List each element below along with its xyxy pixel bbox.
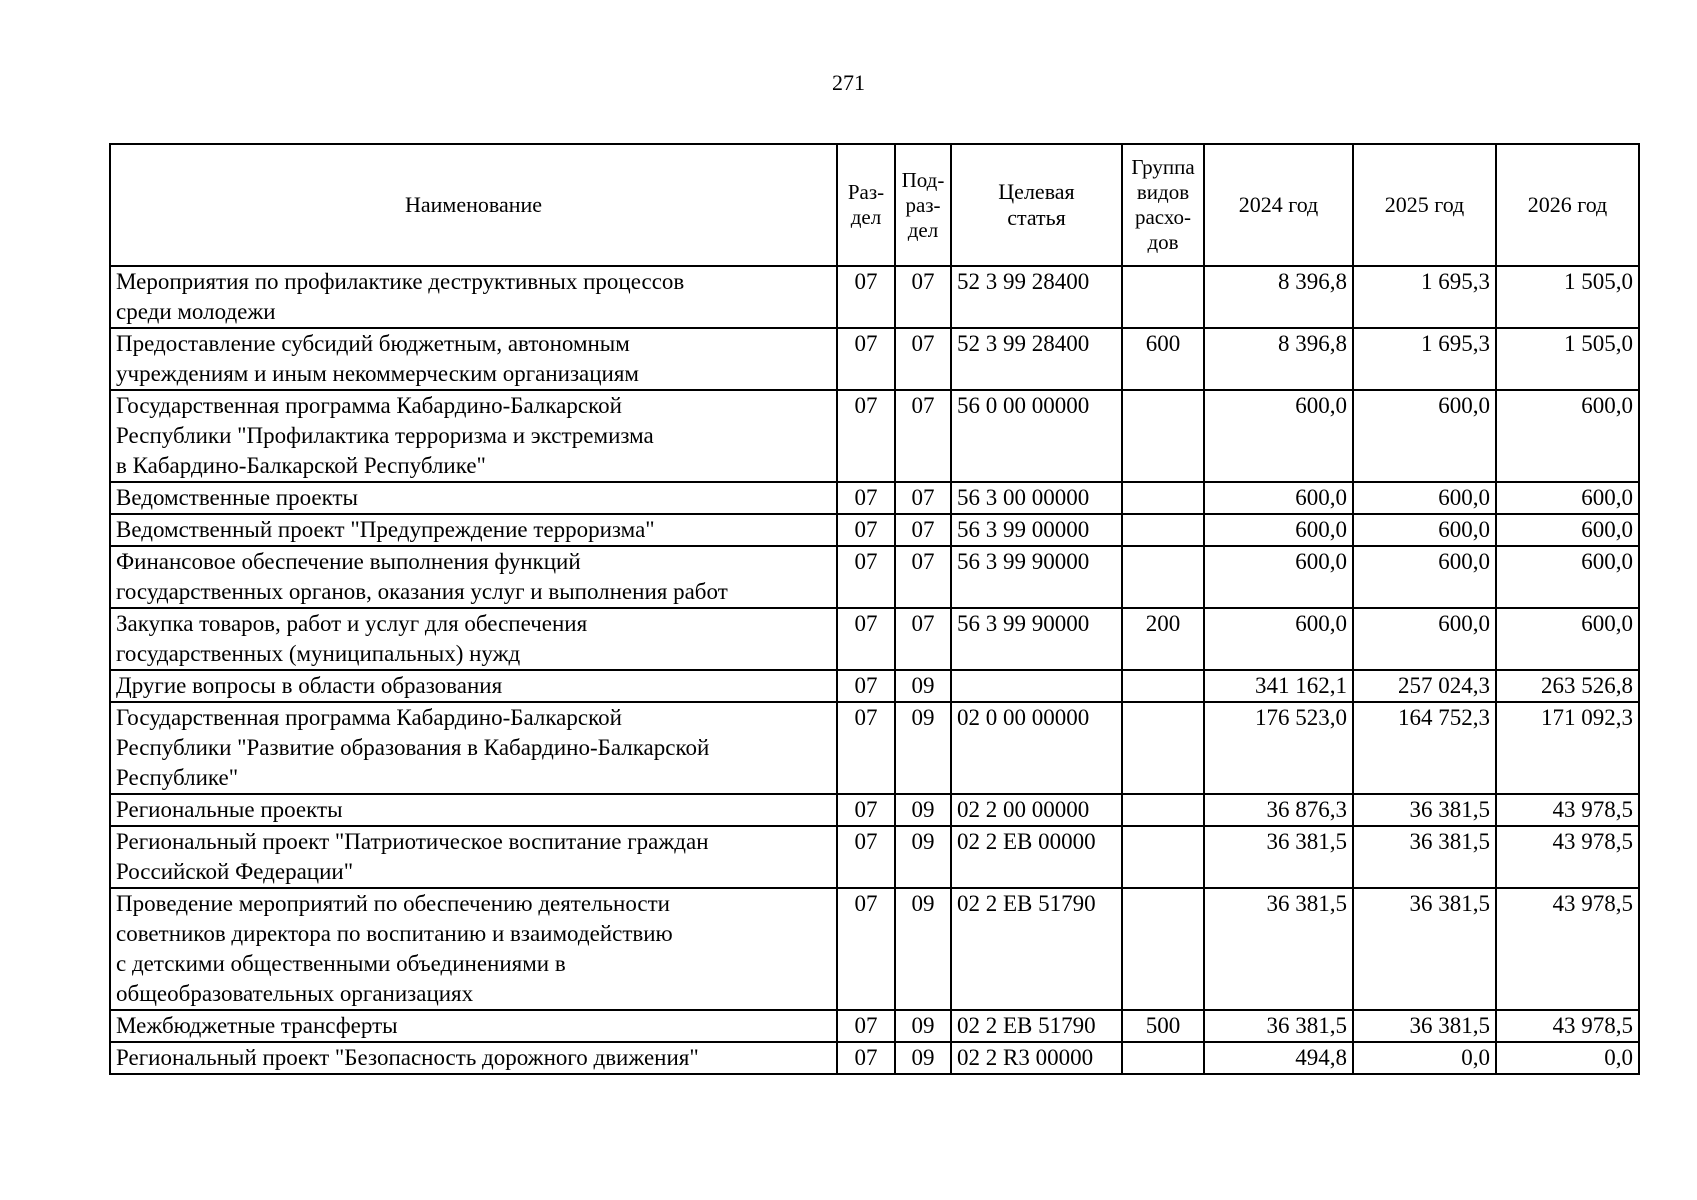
- row-amount-2026: 600,0: [1496, 514, 1639, 546]
- row-section: 07: [837, 888, 895, 1010]
- row-amount-2025: 36 381,5: [1353, 888, 1496, 1010]
- row-name: Проведение мероприятий по обеспечению деятельности советников директора по воспитанию и взаимодействию с детскими общественными объединениями в общеобразовательных организациях: [110, 888, 837, 1010]
- row-target-article: 02 2 R3 00000: [951, 1042, 1122, 1074]
- row-target-article: 56 3 99 90000: [951, 608, 1122, 670]
- row-amount-2025: 164 752,3: [1353, 702, 1496, 794]
- row-amount-2025: 600,0: [1353, 608, 1496, 670]
- row-name: Ведомственный проект "Предупреждение терроризма": [110, 514, 837, 546]
- row-expense-group: 200: [1122, 608, 1204, 670]
- row-subsection: 09: [895, 670, 951, 702]
- row-subsection: 07: [895, 514, 951, 546]
- row-expense-group: [1122, 390, 1204, 482]
- row-name: Региональный проект "Безопасность дорожного движения": [110, 1042, 837, 1074]
- row-amount-2025: 36 381,5: [1353, 1010, 1496, 1042]
- row-amount-2024: 600,0: [1204, 546, 1353, 608]
- row-target-article: 02 2 00 00000: [951, 794, 1122, 826]
- row-amount-2024: 600,0: [1204, 514, 1353, 546]
- header-target: Целевая статья: [951, 144, 1122, 266]
- row-amount-2024: 600,0: [1204, 482, 1353, 514]
- row-amount-2026: 263 526,8: [1496, 670, 1639, 702]
- row-target-article: 52 3 99 28400: [951, 328, 1122, 390]
- row-amount-2024: 36 876,3: [1204, 794, 1353, 826]
- row-amount-2026: 43 978,5: [1496, 794, 1639, 826]
- row-name: Региональный проект "Патриотическое воспитание граждан Российской Федерации": [110, 826, 837, 888]
- row-target-article: [951, 670, 1122, 702]
- header-2025: 2025 год: [1353, 144, 1496, 266]
- row-amount-2026: 600,0: [1496, 390, 1639, 482]
- row-amount-2024: 36 381,5: [1204, 888, 1353, 1010]
- row-amount-2026: 1 505,0: [1496, 328, 1639, 390]
- row-expense-group: [1122, 1042, 1204, 1074]
- row-amount-2026: 600,0: [1496, 546, 1639, 608]
- row-amount-2025: 600,0: [1353, 546, 1496, 608]
- header-2026: 2026 год: [1496, 144, 1639, 266]
- row-expense-group: [1122, 482, 1204, 514]
- row-amount-2024: 341 162,1: [1204, 670, 1353, 702]
- row-amount-2024: 8 396,8: [1204, 266, 1353, 328]
- row-target-article: 02 2 ЕВ 51790: [951, 888, 1122, 1010]
- row-amount-2025: 600,0: [1353, 482, 1496, 514]
- row-name: Предоставление субсидий бюджетным, автономным учреждениям и иным некоммерческим организациям: [110, 328, 837, 390]
- row-subsection: 09: [895, 826, 951, 888]
- row-section: 07: [837, 1042, 895, 1074]
- row-section: 07: [837, 608, 895, 670]
- row-subsection: 09: [895, 702, 951, 794]
- row-amount-2024: 176 523,0: [1204, 702, 1353, 794]
- row-section: 07: [837, 514, 895, 546]
- table-row: [110, 514, 1639, 546]
- header-subsection: Под- раз- дел: [895, 144, 951, 266]
- row-amount-2025: 36 381,5: [1353, 826, 1496, 888]
- row-section: 07: [837, 482, 895, 514]
- row-name: Закупка товаров, работ и услуг для обеспечения государственных (муниципальных) нужд: [110, 608, 837, 670]
- table-row: [110, 888, 1639, 1010]
- table-header-row: [110, 144, 1639, 266]
- header-section: Раз- дел: [837, 144, 895, 266]
- row-name: Государственная программа Кабардино-Балкарской Республики "Развитие образования в Кабардино-Балкарской Республике": [110, 702, 837, 794]
- row-subsection: 07: [895, 328, 951, 390]
- row-section: 07: [837, 702, 895, 794]
- row-target-article: 56 0 00 00000: [951, 390, 1122, 482]
- row-amount-2024: 494,8: [1204, 1042, 1353, 1074]
- row-subsection: 09: [895, 1010, 951, 1042]
- row-name: Другие вопросы в области образования: [110, 670, 837, 702]
- row-expense-group: [1122, 546, 1204, 608]
- row-section: 07: [837, 390, 895, 482]
- table-row: [110, 826, 1639, 888]
- row-amount-2024: 36 381,5: [1204, 1010, 1353, 1042]
- row-subsection: 09: [895, 794, 951, 826]
- row-amount-2026: 43 978,5: [1496, 826, 1639, 888]
- row-section: 07: [837, 826, 895, 888]
- row-expense-group: [1122, 826, 1204, 888]
- row-amount-2025: 600,0: [1353, 514, 1496, 546]
- row-amount-2024: 600,0: [1204, 390, 1353, 482]
- table-row: [110, 608, 1639, 670]
- row-subsection: 07: [895, 266, 951, 328]
- row-amount-2026: 600,0: [1496, 482, 1639, 514]
- row-expense-group: [1122, 266, 1204, 328]
- row-expense-group: [1122, 794, 1204, 826]
- row-amount-2025: 1 695,3: [1353, 266, 1496, 328]
- header-expense-group: Группа видов расхо- дов: [1122, 144, 1204, 266]
- row-name: Ведомственные проекты: [110, 482, 837, 514]
- row-amount-2025: 600,0: [1353, 390, 1496, 482]
- row-amount-2025: 0,0: [1353, 1042, 1496, 1074]
- row-target-article: 02 0 00 00000: [951, 702, 1122, 794]
- row-subsection: 07: [895, 546, 951, 608]
- row-subsection: 09: [895, 888, 951, 1010]
- table-row: [110, 546, 1639, 608]
- table-row: [110, 266, 1639, 328]
- row-name: Межбюджетные трансферты: [110, 1010, 837, 1042]
- row-target-article: 56 3 00 00000: [951, 482, 1122, 514]
- row-expense-group: [1122, 670, 1204, 702]
- row-amount-2026: 43 978,5: [1496, 1010, 1639, 1042]
- table-row: [110, 328, 1639, 390]
- row-subsection: 09: [895, 1042, 951, 1074]
- row-expense-group: 500: [1122, 1010, 1204, 1042]
- row-target-article: 02 2 ЕВ 00000: [951, 826, 1122, 888]
- budget-table: [109, 143, 1640, 1075]
- table-row: [110, 390, 1639, 482]
- row-name: Государственная программа Кабардино-Балкарской Республики "Профилактика терроризма и экстремизма в Кабардино-Балкарской Республике": [110, 390, 837, 482]
- row-section: 07: [837, 546, 895, 608]
- row-expense-group: [1122, 514, 1204, 546]
- header-2024: 2024 год: [1204, 144, 1353, 266]
- row-amount-2026: 600,0: [1496, 608, 1639, 670]
- row-amount-2024: 36 381,5: [1204, 826, 1353, 888]
- page-number: 271: [832, 70, 865, 95]
- table-row: [110, 794, 1639, 826]
- row-amount-2026: 43 978,5: [1496, 888, 1639, 1010]
- row-amount-2025: 36 381,5: [1353, 794, 1496, 826]
- row-section: 07: [837, 670, 895, 702]
- table-row: [110, 670, 1639, 702]
- row-target-article: 56 3 99 00000: [951, 514, 1122, 546]
- row-expense-group: 600: [1122, 328, 1204, 390]
- row-expense-group: [1122, 702, 1204, 794]
- row-target-article: 56 3 99 90000: [951, 546, 1122, 608]
- table-body: [110, 266, 1639, 1074]
- row-amount-2024: 8 396,8: [1204, 328, 1353, 390]
- row-amount-2024: 600,0: [1204, 608, 1353, 670]
- table-row: [110, 482, 1639, 514]
- row-subsection: 07: [895, 390, 951, 482]
- row-target-article: 02 2 ЕВ 51790: [951, 1010, 1122, 1042]
- row-subsection: 07: [895, 608, 951, 670]
- row-section: 07: [837, 1010, 895, 1042]
- row-amount-2025: 257 024,3: [1353, 670, 1496, 702]
- table-row: [110, 702, 1639, 794]
- row-name: Региональные проекты: [110, 794, 837, 826]
- row-section: 07: [837, 328, 895, 390]
- table-row: [110, 1010, 1639, 1042]
- row-expense-group: [1122, 888, 1204, 1010]
- row-subsection: 07: [895, 482, 951, 514]
- row-amount-2026: 171 092,3: [1496, 702, 1639, 794]
- row-amount-2026: 1 505,0: [1496, 266, 1639, 328]
- row-name: Мероприятия по профилактике деструктивных процессов среди молодежи: [110, 266, 837, 328]
- row-section: 07: [837, 266, 895, 328]
- row-section: 07: [837, 794, 895, 826]
- header-name: Наименование: [110, 144, 837, 266]
- row-amount-2025: 1 695,3: [1353, 328, 1496, 390]
- table-row: [110, 1042, 1639, 1074]
- row-name: Финансовое обеспечение выполнения функций государственных органов, оказания услуг и выполнения работ: [110, 546, 837, 608]
- row-amount-2026: 0,0: [1496, 1042, 1639, 1074]
- row-target-article: 52 3 99 28400: [951, 266, 1122, 328]
